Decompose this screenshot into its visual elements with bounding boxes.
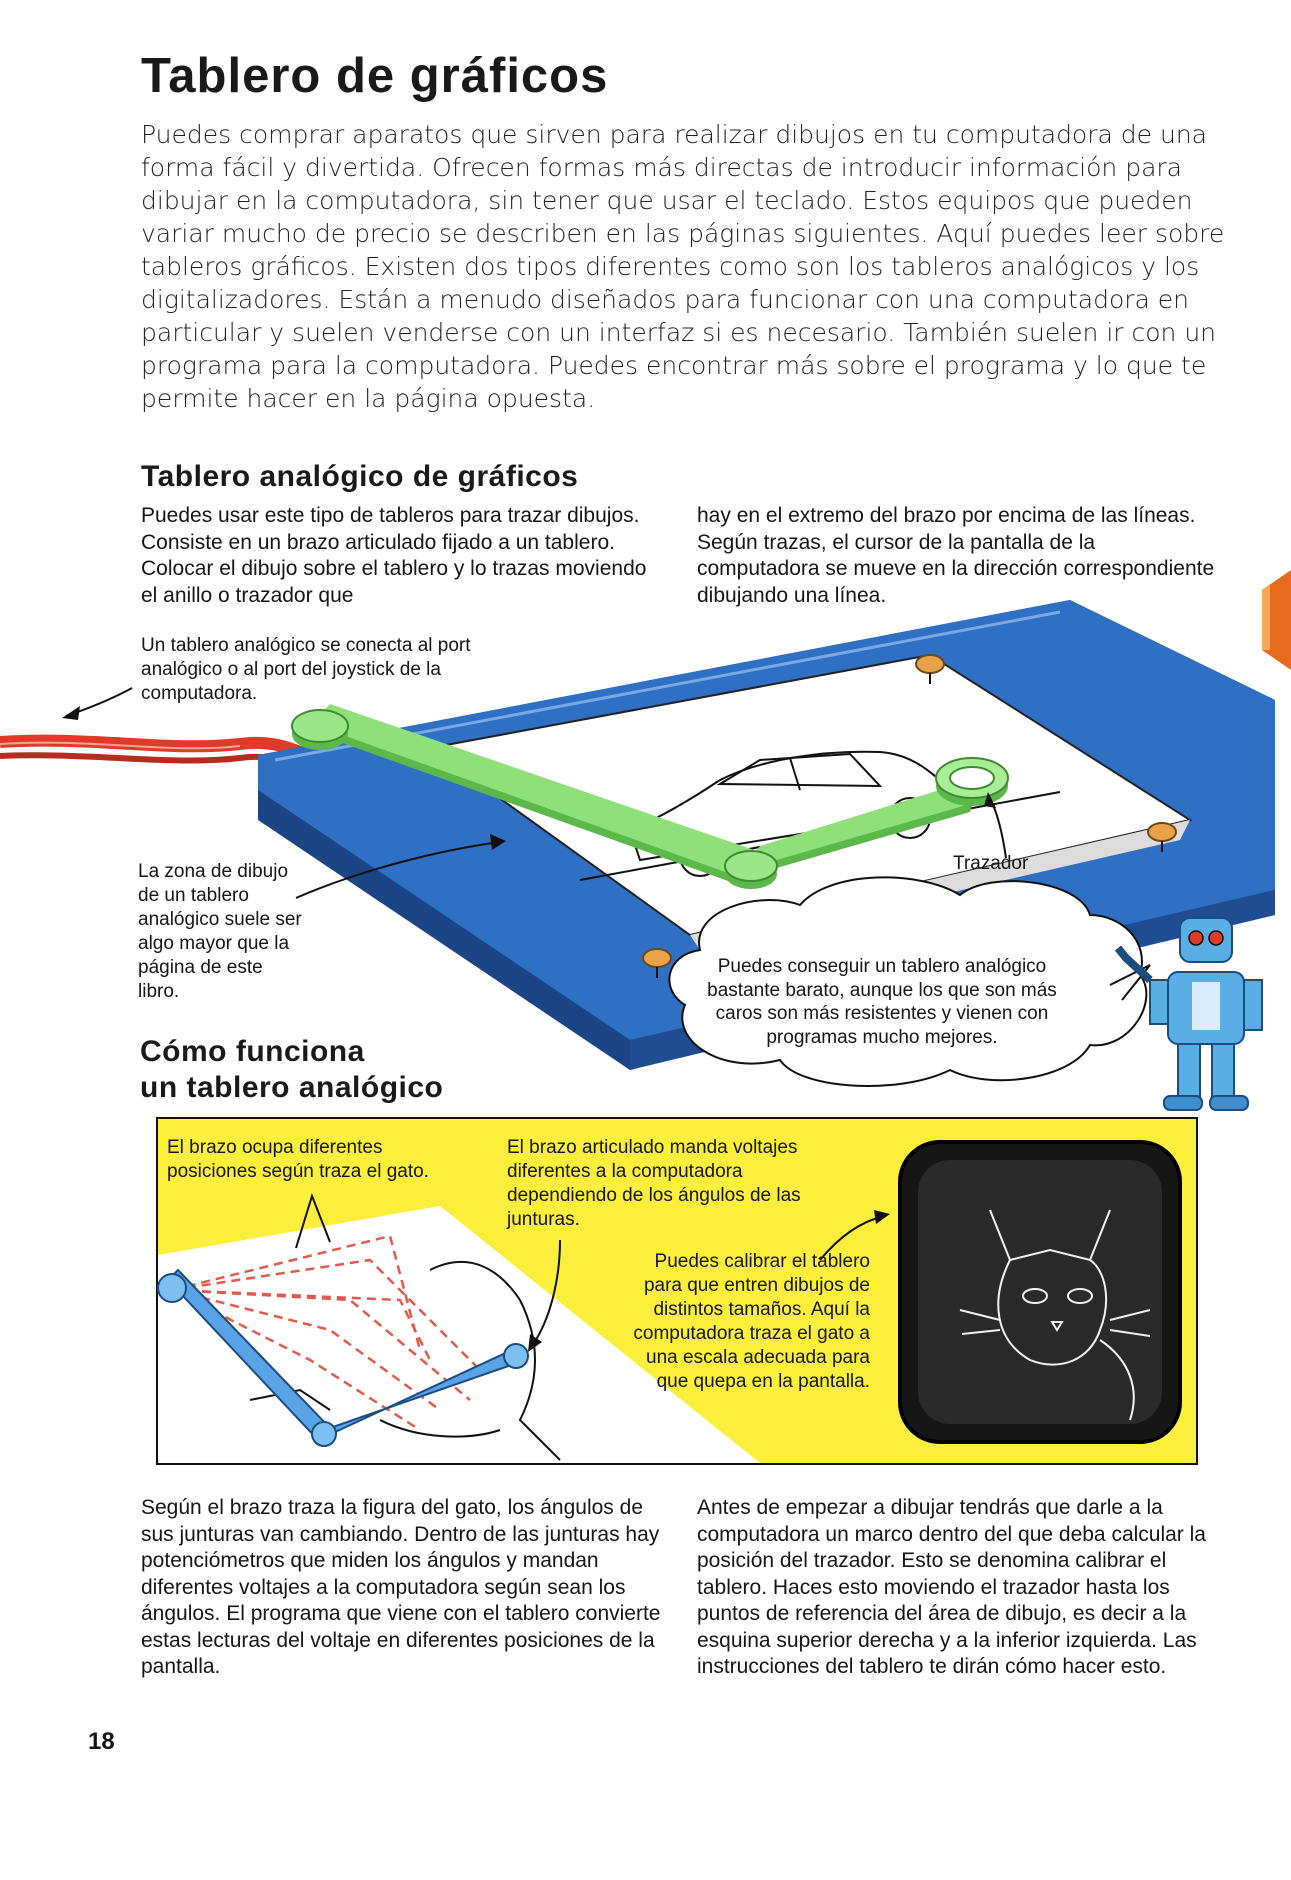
intro-paragraph: Puedes comprar aparatos que sirven para realizar dibujos en tu computadora de una forma fácil y divertida. Ofrecen formas más directas de introducir información para dibujar en la computadora, sin tener que usar el teclado. Estos equipos que pueden variar mucho de precio se describen en las páginas siguientes. Aquí puedes leer sobre tableros gráficos. Existen dos tipos diferentes como son los tableros analógicos y los digitalizadores. Están a menudo diseñados para funcionar con una computadora en particular y suelen venderse con un interfaz si es necesario. También suelen ir con un programa para la computadora. Puedes encontrar más sobre el programa y lo que te permite hacer en la página opuesta. — [141, 120, 1225, 413]
page-number: 18 — [88, 1728, 115, 1755]
tablet-cable — [0, 741, 300, 766]
analog-section-heading: Tablero analógico de gráficos — [141, 460, 579, 493]
port-arrow — [62, 688, 132, 720]
panel-caption-calibrate: Puedes calibrar el tablero para que entren dibujos de distintos tamaños. Aquí la computadora traza el gato a una escala adecuada para que quepa en la pantalla. — [633, 1251, 870, 1392]
bottom-text-right: Antes de empezar a dibujar tendrás que darle a la computadora un marco dentro del que deba calcular la posición del trazador. Esto se denomina calibrar el tablero. Haces esto moviendo el trazador hasta los puntos de referencia del área de dibujo, es decir a la esquina superior derecha y a la inferior izquierda. Las instrucciones del tablero te dirán cómo hacer esto. — [697, 1496, 1206, 1678]
how-heading-line-2: un tablero analógico — [140, 1071, 444, 1104]
bottom-text-left: Según el brazo traza la figura del gato, los ángulos de sus junturas van cambiando. Dentro de las junturas hay potenciómetros que miden los ángulos y mandan diferentes voltajes a la computadora según sean los ángulos. El programa que viene con el tablero convierte estas lecturas del voltaje en diferentes posiciones de la pantalla. — [141, 1496, 661, 1678]
panel-caption-voltages: El brazo articulado manda voltajes diferentes a la computadora dependiendo de los ángulos de las junturas. — [507, 1137, 801, 1230]
tracer-label: Trazador — [953, 853, 1029, 874]
analog-text-right: hay en el extremo del brazo por encima de las líneas. Según trazas, el cursor de la pantalla de la computadora se mueve en la dirección correspondiente dibujando una línea. — [697, 504, 1215, 607]
analog-text-left: Puedes usar este tipo de tableros para trazar dibujos. Consiste en un brazo articulado fijado a un tablero. Colocar el dibujo sobre el tablero y lo trazas moviendo el anillo o trazador que — [141, 504, 647, 607]
robot-bubble-text: Puedes conseguir un tablero analógico bastante barato, aunque los que son más caros son más resistentes y vienen con programas mucho mejores. — [707, 956, 1057, 1048]
panel-caption-positions: El brazo ocupa diferentes posiciones según traza el gato. — [167, 1137, 429, 1182]
how-section-heading — [140, 1034, 443, 1106]
port-caption: Un tablero analógico se conecta al port analógico o al port del joystick de la computadora. — [141, 635, 471, 704]
next-device-edge — [1262, 570, 1291, 670]
how-heading-line-1: Cómo funciona — [140, 1035, 365, 1068]
page-title: Tablero de gráficos — [141, 49, 609, 103]
drawing-area-caption: La zona de dibujo de un tablero analógico suele ser algo mayor que la página de este libro. — [138, 861, 302, 1002]
